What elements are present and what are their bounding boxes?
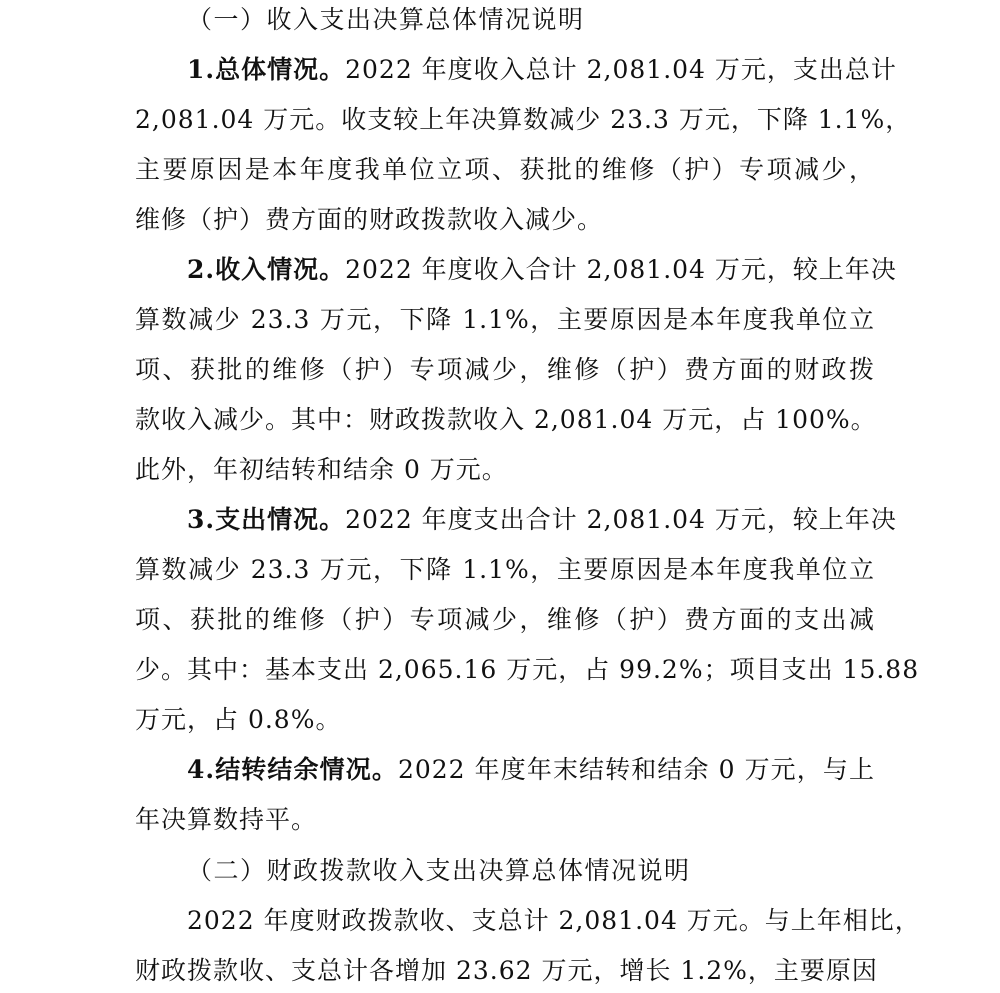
paragraph-3-line-2: 算数减少 23.3 万元，下降 1.1%，主要原因是本年度我单位立 xyxy=(135,555,875,584)
paragraph-3-line-5: 万元，占 0.8%。 xyxy=(135,705,342,734)
paragraph-2-line-4: 款收入减少。其中：财政拨款收入 2,081.04 万元，占 100%。 xyxy=(135,405,877,434)
paragraph-5-line-1: 2022 年度财政拨款收、支总计 2,081.04 万元。与上年相比， xyxy=(187,906,921,935)
paragraph-3-line-3: 项、获批的维修（护）专项减少，维修（护）费方面的支出减 xyxy=(135,605,875,634)
paragraph-3-line-1: 3.支出情况。2022 年度支出合计 2,081.04 万元，较上年决 xyxy=(187,505,897,534)
paragraph-2-lead: 2.收入情况。 xyxy=(187,255,346,284)
paragraph-2-line-2: 算数减少 23.3 万元，下降 1.1%，主要原因是本年度我单位立 xyxy=(135,305,875,334)
paragraph-3-line-4: 少。其中：基本支出 2,065.16 万元，占 99.2%；项目支出 15.88 xyxy=(135,655,920,684)
section-heading-1: （一）收入支出决算总体情况说明 xyxy=(187,5,585,34)
paragraph-4-lead: 4.结转结余情况。 xyxy=(187,755,398,784)
paragraph-1-line-2: 2,081.04 万元。收支较上年决算数减少 23.3 万元，下降 1.1%， xyxy=(135,105,912,134)
paragraph-3-lead: 3.支出情况。 xyxy=(187,505,346,534)
paragraph-1-lead: 1.总体情况。 xyxy=(187,55,346,84)
paragraph-2-line-5: 此外，年初结转和结余 0 万元。 xyxy=(135,455,508,484)
paragraph-2-line-1: 2.收入情况。2022 年度收入合计 2,081.04 万元，较上年决 xyxy=(187,255,897,284)
paragraph-4-line-2: 年决算数持平。 xyxy=(135,805,318,834)
paragraph-4-line-1: 4.结转结余情况。2022 年度年末结转和结余 0 万元，与上 xyxy=(187,755,876,784)
paragraph-5-line-2: 财政拨款收、支总计各增加 23.62 万元，增长 1.2%，主要原因 xyxy=(135,956,878,985)
paragraph-1-line-1: 1.总体情况。2022 年度收入总计 2,081.04 万元，支出总计 xyxy=(187,55,897,84)
paragraph-2-line-3: 项、获批的维修（护）专项减少，维修（护）费方面的财政拨 xyxy=(135,355,875,384)
paragraph-1-line-3: 主要原因是本年度我单位立项、获批的维修（护）专项减少， xyxy=(135,155,875,184)
section-heading-2: （二）财政拨款收入支出决算总体情况说明 xyxy=(187,856,691,885)
paragraph-1-line-4: 维修（护）费方面的财政拨款收入减少。 xyxy=(135,205,604,234)
